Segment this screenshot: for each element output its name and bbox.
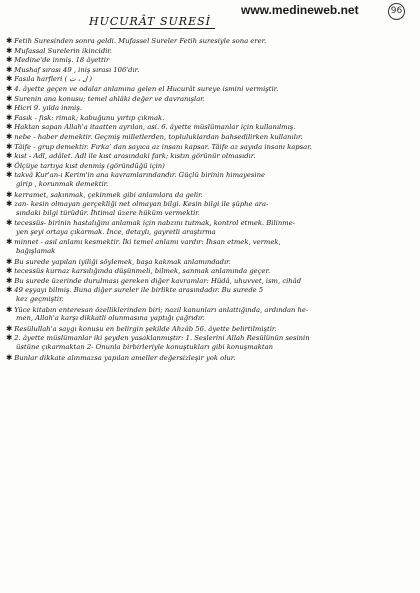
bullet-star-icon: ✱: [6, 151, 13, 161]
note-line: [6, 122, 414, 132]
page-number: 96: [388, 3, 405, 20]
note-text: tecessüs kurnaz karsılığında düşünmeli, bilmek, sanmak anlamında geçer.: [14, 267, 271, 276]
bullet-star-icon: ✱: [6, 131, 13, 141]
note-text: Bu surede yapılan iyiliği söylemek, başa kakmak anlamındadır.: [14, 257, 231, 266]
note-text: Yüce kitabın enteresan özelliklerinden biri; nazil kanunları anlattığında, ardından he-: [14, 305, 309, 314]
note-line: [6, 343, 414, 353]
bullet-star-icon: ✱: [6, 189, 13, 199]
note-text: minnet - asıl anlamı kesmektir. İki temel anlamı vardır: İhsan etmek, vermek,: [14, 238, 281, 247]
note-line: [6, 151, 414, 161]
note-text: zan- kesin olmayan gerçekliği net olmayan bilgi. Kesin bilgi ile şüphe ara-: [14, 200, 269, 209]
note-text: Fasık - fısk: rimak; kabuğunu yırtıp çıkmak.: [14, 113, 165, 122]
note-text: üstüne çıkarmaktan 2- Onunla birbirleriyle konuştukları gibi konuşmaktan: [16, 343, 274, 351]
note-text: tecessüs- birinin hastalığını anlamak için nabzını tutmak, kontrol etmek. Bilinme-: [14, 219, 295, 228]
bullet-star-icon: ✱: [6, 285, 13, 295]
note-line: [6, 295, 414, 305]
note-text: Haktan sapan Allah'a itaatten ayrılan, asi. 6. âyette müslümanlar için kullanılmış.: [14, 123, 296, 132]
note-text: Tâife - grup demektir. Fırka’ dan sayıca az insanı kapsar. Tâife az sayıda insanı kapsar.: [14, 142, 312, 151]
bullet-star-icon: ✱: [6, 333, 13, 343]
bullet-star-icon: ✱: [6, 170, 13, 180]
bullet-star-icon: ✱: [6, 64, 13, 74]
bullet-star-icon: ✱: [6, 55, 13, 65]
note-text: Resülullah'a saygı konusu en belirgin şekilde Ahzâb 56. âyette belirtilmiştir.: [14, 324, 277, 333]
note-line: [6, 305, 414, 315]
note-line: [6, 46, 414, 56]
note-line: [6, 218, 414, 228]
note-line: [6, 36, 414, 46]
note-text: bağışlamak: [16, 247, 56, 256]
note-line: [6, 55, 414, 65]
note-line: [6, 314, 414, 324]
bullet-star-icon: ✱: [6, 304, 13, 314]
note-text: men, Allah'a karşı dikkatli olunmasına yaptığı çağrıdır.: [16, 314, 205, 323]
note-text: Bunlar dikkate alınmazsa yapılan ameller değersizleşir yok olur.: [14, 353, 236, 362]
note-text: yen şeyi ortaya çıkarmak. İnce, detaylı, gayretli araştırma: [16, 227, 216, 236]
note-text: Hicri 9. yılda inmiş.: [14, 104, 83, 113]
note-line: [6, 170, 414, 180]
note-text: Mufassal Surelerin ikincidir.: [14, 46, 113, 55]
note-text: Ölçüye tartıya kıst denmiş (göründüğü için): [14, 161, 165, 170]
note-text: Medine'de inmiş. 18 âyettir: [14, 56, 110, 65]
note-line: [6, 84, 414, 94]
note-line: [6, 161, 414, 171]
site-url: www.medineweb.net: [241, 3, 359, 17]
note-line: [6, 276, 414, 286]
handwritten-notes: [6, 36, 414, 362]
note-text: girip , korunmak demektir.: [16, 179, 109, 188]
note-text: Bu surede üzerinde durulması gereken diğer kavramlar: Hüdâ, uhuvvet, ism, cihâd: [14, 276, 302, 285]
note-text: Surenin ana konusu; temel ahlâki değer ve davranışlar.: [14, 94, 205, 103]
bullet-star-icon: ✱: [6, 275, 13, 285]
note-line: [6, 247, 414, 257]
bullet-star-icon: ✱: [6, 237, 13, 247]
note-text: Mushaf sırası 49 , iniş sırası 106'dır.: [14, 65, 140, 74]
note-line: [6, 132, 414, 142]
bullet-star-icon: ✱: [6, 45, 13, 55]
note-line: [6, 285, 414, 295]
note-line: [6, 228, 414, 238]
note-line: [6, 209, 414, 219]
bullet-star-icon: ✱: [6, 218, 13, 228]
note-text: nebe - haber demektir. Geçmiş milletlerden, topluluklardan bahsedilirken kullanılır.: [14, 132, 303, 141]
bullet-star-icon: ✱: [6, 103, 13, 113]
note-line: [6, 113, 414, 123]
bullet-star-icon: ✱: [6, 266, 13, 276]
bullet-star-icon: ✱: [6, 141, 13, 151]
note-text: kez geçmiştir.: [16, 295, 64, 304]
bullet-star-icon: ✱: [6, 122, 13, 132]
bullet-star-icon: ✱: [6, 112, 13, 122]
note-line: [6, 94, 414, 104]
note-text: Fasıla harfleri ( ل ، ت ): [14, 75, 92, 84]
bullet-star-icon: ✱: [6, 93, 13, 103]
bullet-star-icon: ✱: [6, 160, 13, 170]
note-line: [6, 190, 414, 200]
bullet-star-icon: ✱: [6, 36, 13, 45]
note-line: [6, 199, 414, 209]
title-underline: [110, 28, 215, 29]
note-line: [6, 142, 414, 152]
note-line: [6, 237, 414, 247]
bullet-star-icon: ✱: [6, 352, 13, 362]
bullet-star-icon: ✱: [6, 323, 13, 333]
note-line: [6, 333, 414, 343]
note-text: 2. âyette müslümanlar iki şeyden yasaklanmıştır: 1. Seslerini Allah Resülünün sesinin: [14, 334, 310, 343]
note-line: [6, 353, 414, 363]
note-line: [6, 180, 414, 190]
note-text: kerramet, sakınmak, çekinmek gibi anlamlara da gelir.: [14, 190, 203, 199]
bullet-star-icon: ✱: [6, 199, 13, 209]
note-text: takvâ Kur'an-ı Kerim'in ana kavramlarındandır. Güçlü birinin himayesine: [14, 171, 265, 180]
note-line: [6, 74, 414, 84]
bullet-star-icon: ✱: [6, 74, 13, 84]
bullet-star-icon: ✱: [6, 83, 13, 93]
note-text: kıst - Adl, adâlet. Adl ile kıst arasındaki fark; kıstın görünür olmasıdır.: [14, 152, 256, 161]
note-text: 49 eşyayı bilmiş. Buna diğer sureler ile birlikte arasındadır. Bu surede 5: [14, 286, 264, 295]
note-line: [6, 65, 414, 75]
note-text: Fetih Suresinden sonra geldi. Mufassel Sureler Fetih suresiyle sona erer.: [14, 37, 267, 45]
note-line: [6, 324, 414, 334]
page-title: HUCURÂT SURESİ: [88, 15, 211, 28]
bullet-star-icon: ✱: [6, 256, 13, 266]
note-text: sındaki bilgi türüdür. İhtimal üzere hüküm vermektir.: [16, 208, 200, 217]
note-line: [6, 257, 414, 267]
note-line: [6, 266, 414, 276]
note-line: [6, 103, 414, 113]
note-text: 4. âyette geçen ve odalar anlamına gelen el Hucurât sureye ismini vermiştir.: [14, 84, 279, 93]
